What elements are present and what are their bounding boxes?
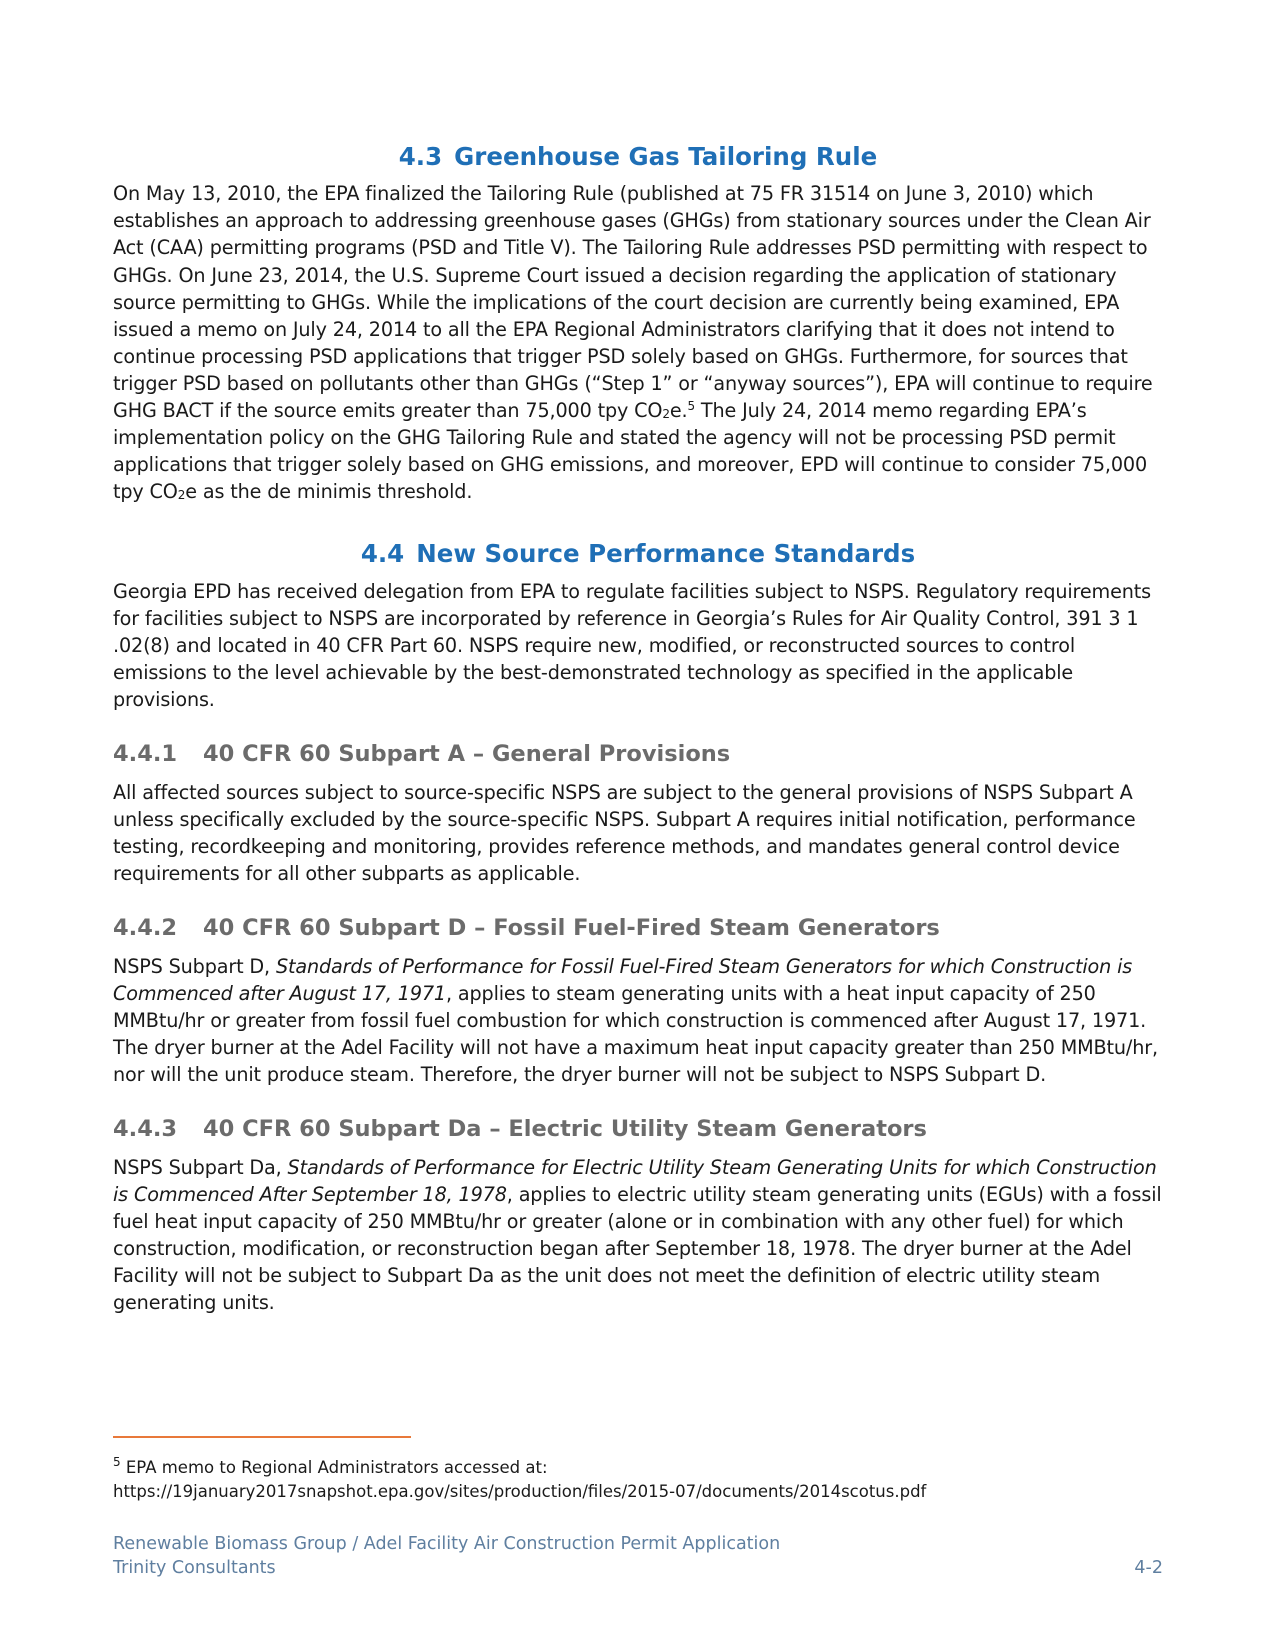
footnote-text: EPA memo to Regional Administrators accessed at: [120,1458,548,1477]
paragraph-text: , applies to steam generating units with a heat input capacity of 250 MMBtu/hr or greater from fossil fuel combustion for which construction is commenced after August 17, 1971. The dryer burner at the Adel Facility will not have a maximum heat input capacity greater than 250 MMBtu/hr, nor will the unit produce steam. Therefore, the dryer burner will not be subject to NSPS Subpart D. [113,981,1158,1086]
section-heading-4-3 [113,140,1163,174]
section-number: 4.4 [360,539,405,569]
page-footer [113,1532,1163,1580]
footnote-mark: 5 [113,1455,121,1469]
document-page [113,140,1163,1316]
footnote-line-1 [113,1456,1163,1480]
subsection-paragraph-4-4-2 [113,953,1163,1088]
page-number: 4-2 [1134,1558,1163,1578]
section-paragraph-4-4: Georgia EPD has received delegation from EPA to regulate facilities subject to NSPS. Regulatory requirements for facilities subject to NSPS are incorporated by reference in Georgia’s Rules for Air Quality Control, 391 3 1 .02(8) and located in 40 CFR Part 60. NSPS require new, modified, or reconstructed sources to control emissions to the level achievable by the best-demonstrated technology as specified in the applicable provisions. [113,579,1151,712]
subsection-heading-4-4-1 [113,739,1163,771]
paragraph-text: The July 24, 2014 memo regarding EPA’s implementation policy on the GHG Tailoring Rule and stated the agency will not be processing PSD permit applications that trigger solely based on GHG emissions, and moreover, EPD will continue to consider 75,000 tpy CO [113,399,1148,504]
footnote-separator [113,1436,411,1438]
paragraph-text: e. [669,399,688,423]
footnote-url[interactable]: https://19january2017snapshot.epa.gov/sites/production/files/2015-07/documents/2014scotus.pdf [113,1482,927,1501]
subsection-number: 4.4.2 [113,915,178,942]
paragraph-text: NSPS Subpart Da, [113,1155,288,1179]
footer-document-title: Renewable Biomass Group / Adel Facility Air Construction Permit Application [113,1534,781,1554]
subsection-heading-4-4-2 [113,913,1163,945]
subsection-title: 40 CFR 60 Subpart A – General Provisions [203,741,731,768]
subsection-heading-4-4-3 [113,1114,1163,1146]
subsection-title: 40 CFR 60 Subpart Da – Electric Utility Steam Generators [203,1116,927,1143]
standard-title-italic: Standards of Performance for Fossil Fuel-Fired Steam Generators for which Construction is Commenced after August 17, 1971 [113,954,1133,1005]
paragraph-text: On May 13, 2010, the EPA finalized the Tailoring Rule (published at 75 FR 31514 on June 3, 2010) which establishes an approach to addressing greenhouse gases (GHGs) from stationary sources under the Clean Air Act (CAA) permitting programs (PSD and Title V). The Tailoring Rule addresses PSD permitting with respect to GHGs. On June 23, 2014, the U.S. Supreme Court issued a decision regarding the application of stationary source permitting to GHGs. While the implications of the court decision are currently being examined, EPA issued a memo on July 24, 2014 to all the EPA Regional Administrators clarifying that it does not intend to continue processing PSD applications that trigger PSD solely based on GHGs. Furthermore, for sources that trigger PSD based on pollutants other than GHGs (“Step 1” or “anyway sources”), EPA will continue to require GHG BACT if the source emits greater than 75,000 tpy CO [113,182,1153,423]
section-paragraph-4-3 [113,180,1163,505]
paragraph-text: e as the de minimis threshold. [185,480,473,504]
section-heading-4-4 [113,537,1163,571]
section-number: 4.3 [398,142,443,171]
paragraph-text: , applies to electric utility steam generating units (EGUs) with a fossil fuel heat input capacity of 250 MMBtu/hr or greater (alone or in combination with any other fuel) for which construction, modification, or reconstruction began after September 18, 1978. The dryer burner at the Adel Facility will not be subject to Subpart Da as the unit does not meet the definition of electric utility steam generating units. [113,1182,1162,1314]
section-title: Greenhouse Gas Tailoring Rule [454,142,878,171]
subscript-2: 2 [662,407,670,422]
subsection-number: 4.4.3 [113,1116,178,1143]
subsection-paragraph-4-4-1: All affected sources subject to source-specific NSPS are subject to the general provisions of NSPS Subpart A unless specifically excluded by the source-specific NSPS. Subpart A requires initial notification, performance testing, recordkeeping and monitoring, provides reference methods, and mandates general control device requirements for all other subparts as applicable. [113,780,1136,885]
subscript-2: 2 [177,488,186,503]
footnote-reference[interactable]: 5 [687,399,695,414]
subsection-title: 40 CFR 60 Subpart D – Fossil Fuel-Fired Steam Generators [203,915,940,942]
footer-company: Trinity Consultants [113,1558,276,1578]
subsection-number: 4.4.1 [113,741,178,768]
subsection-paragraph-4-4-3 [113,1154,1163,1317]
section-title: New Source Performance Standards [416,539,916,569]
paragraph-text: NSPS Subpart D, [113,954,276,978]
footnote [113,1456,1163,1504]
standard-title-italic: Standards of Performance for Electric Utility Steam Generating Units for which Construction is Commenced After September 18, 1978 [113,1155,1157,1206]
